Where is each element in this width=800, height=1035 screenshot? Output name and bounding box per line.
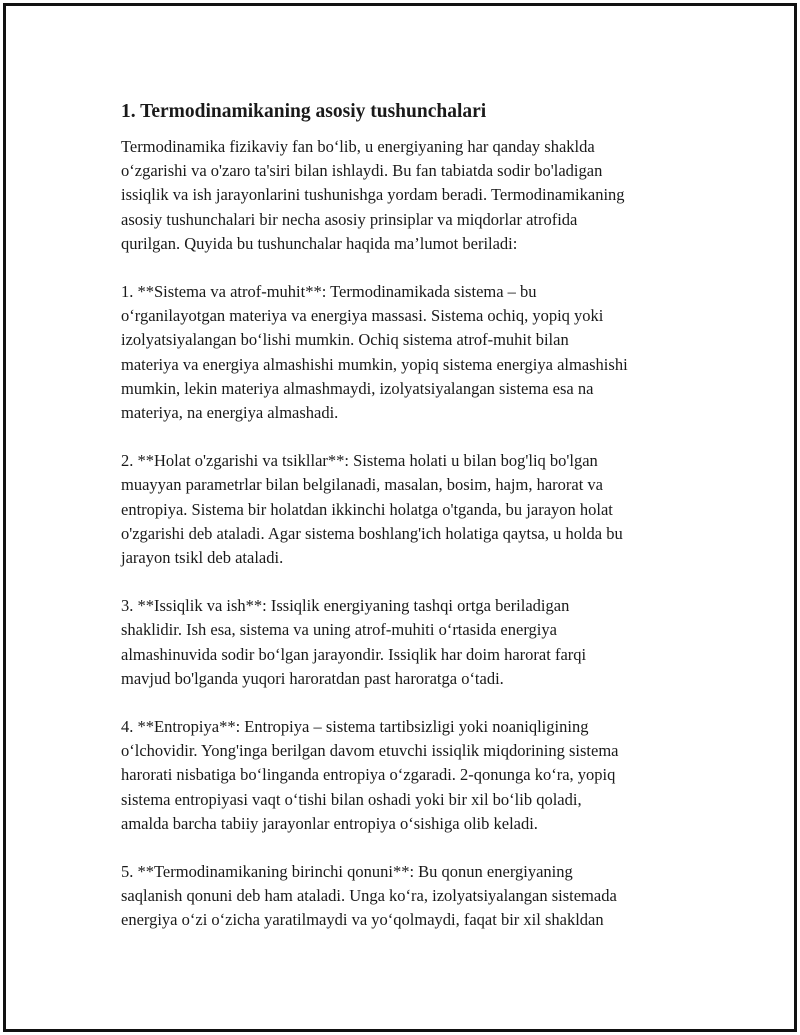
text-line: harorati nisbatiga bo‘linganda entropiya o‘zgaradi. 2-qonunga ko‘ra, yopiq bbox=[121, 765, 616, 785]
text-line: 2. **Holat o'zgarishi va tsikllar**: Sistema holati u bilan bog'liq bo'lgan bbox=[121, 451, 598, 471]
text-line: asosiy tushunchalari bir necha asosiy prinsiplar va miqdorlar atrofida bbox=[121, 209, 578, 229]
text-line: qurilgan. Quyida bu tushunchalar haqida ma’lumot beriladi: bbox=[121, 233, 518, 253]
text-line: materiya, na energiya almashadi. bbox=[121, 403, 339, 423]
text-line: 5. **Termodinamikaning birinchi qonuni**: Bu qonun energiyaning bbox=[121, 862, 573, 882]
text-line: jarayon tsikl deb ataladi. bbox=[121, 548, 284, 568]
paragraph bbox=[121, 594, 696, 691]
text-line: muayyan parametrlar bilan belgilanadi, masalan, bosim, hajm, harorat va bbox=[121, 475, 603, 495]
section-heading: 1. Termodinamikaning asosiy tushunchalari bbox=[121, 101, 487, 122]
text-line: o‘lchovidir. Yong'inga berilgan davom etuvchi issiqlik miqdorining sistema bbox=[121, 741, 619, 761]
text-line: 4. **Entropiya**: Entropiya – sistema tartibsizligi yoki noaniqligining bbox=[121, 717, 589, 737]
text-line: saqlanish qonuni deb ham ataladi. Unga ko‘ra, izolyatsiyalangan sistemada bbox=[121, 886, 617, 906]
text-line: materiya va energiya almashishi mumkin, yopiq sistema energiya almashishi bbox=[121, 354, 628, 374]
paragraph bbox=[121, 860, 696, 933]
text-line: shaklidir. Ish esa, sistema va uning atrof-muhiti o‘rtasida energiya bbox=[121, 620, 557, 640]
text-line: o‘zgarishi va o'zaro ta'siri bilan ishlaydi. Bu fan tabiatda sodir bo'ladigan bbox=[121, 161, 603, 181]
paragraph bbox=[121, 449, 696, 570]
text-line: issiqlik va ish jarayonlarini tushunishga yordam beradi. Termodinamikaning bbox=[121, 185, 625, 205]
document-body bbox=[121, 100, 696, 957]
text-line: o‘rganilayotgan materiya va energiya massasi. Sistema ochiq, yopiq yoki bbox=[121, 306, 604, 326]
text-line: Termodinamika fizikaviy fan bo‘lib, u energiyaning har qanday shaklda bbox=[121, 137, 595, 156]
text-line: 3. **Issiqlik va ish**: Issiqlik energiyaning tashqi ortga beriladigan bbox=[121, 596, 570, 616]
text-line: entropiya. Sistema bir holatdan ikkinchi holatga o'tganda, bu jarayon holat bbox=[121, 499, 613, 519]
paragraph-list bbox=[121, 135, 696, 933]
text-line: energiya o‘zi o‘zicha yaratilmaydi va yo‘qolmaydi, faqat bir xil shakldan bbox=[121, 910, 604, 930]
text-line: mavjud bo'lganda yuqori haroratdan past haroratga o‘tadi. bbox=[121, 668, 504, 688]
text-line: izolyatsiyalangan bo‘lishi mumkin. Ochiq sistema atrof-muhit bilan bbox=[121, 330, 569, 350]
paragraph bbox=[121, 715, 696, 836]
text-line: mumkin, lekin materiya almashmaydi, izolyatsiyalangan sistema esa na bbox=[121, 378, 594, 398]
text-line: 1. **Sistema va atrof-muhit**: Termodinamikada sistema – bu bbox=[121, 282, 537, 302]
paragraph bbox=[121, 280, 696, 425]
paragraph bbox=[121, 135, 696, 256]
text-line: o'zgarishi deb ataladi. Agar sistema boshlang'ich holatiga qaytsa, u holda bu bbox=[121, 523, 623, 543]
text-line: almashinuvida sodir bo‘lgan jarayondir. Issiqlik har doim harorat farqi bbox=[121, 644, 587, 664]
page-frame bbox=[3, 3, 797, 1032]
text-line: amalda barcha tabiiy jarayonlar entropiya o‘sishiga olib keladi. bbox=[121, 813, 538, 833]
text-line: sistema entropiyasi vaqt o‘tishi bilan oshadi yoki bir xil bo‘lib qoladi, bbox=[121, 789, 582, 809]
